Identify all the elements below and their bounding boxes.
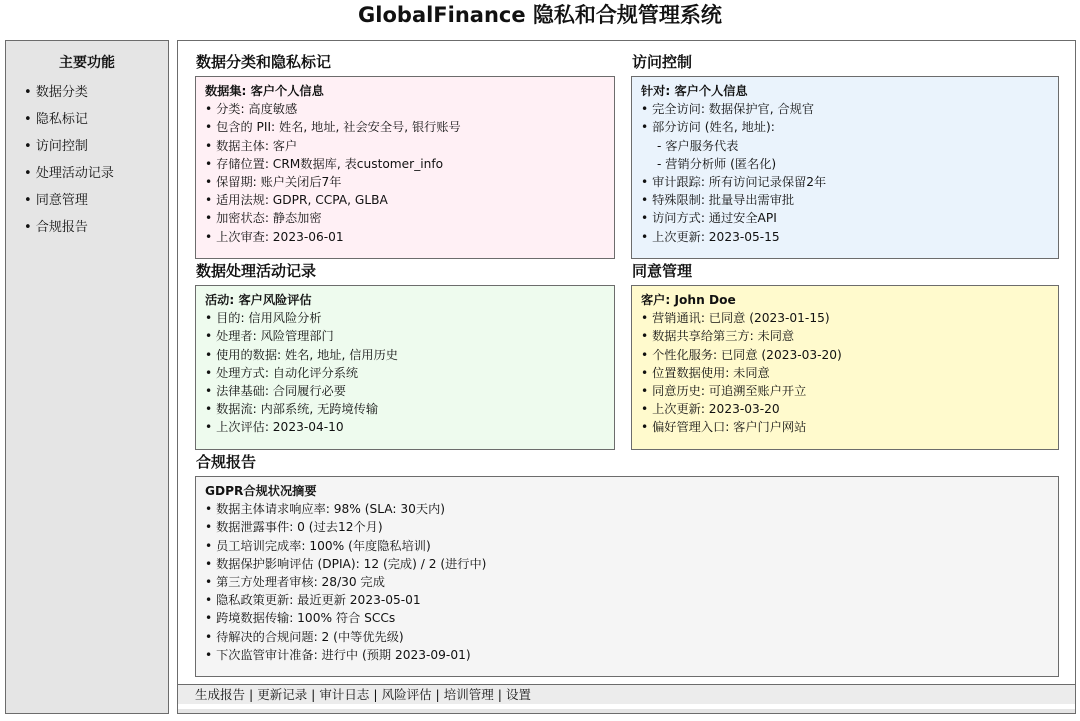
consent-line: • 数据共享给第三方: 未同意 [641, 327, 1049, 345]
sidebar-item-access-control[interactable]: • 访问控制 [24, 133, 168, 160]
sidebar-item-privacy-tagging[interactable]: • 隐私标记 [24, 106, 168, 133]
processing-card [195, 285, 615, 450]
classification-line: • 数据主体: 客户 [205, 137, 605, 155]
audit-log-link[interactable]: 审计日志 [319, 687, 370, 702]
sidebar-title: 主要功能 [59, 55, 115, 71]
access-sub-item: - 客户服务代表 [641, 137, 1049, 155]
access-heading: 针对: 客户个人信息 [641, 84, 748, 98]
access-line: • 部分访问 (姓名, 地址): [641, 118, 1049, 136]
consent-line: • 上次更新: 2023-03-20 [641, 400, 1049, 418]
compliance-line: • 跨境数据传输: 100% 符合 SCCs [205, 609, 1049, 627]
sidebar-item-processing-records[interactable]: • 处理活动记录 [24, 160, 168, 187]
compliance-line: • 数据泄露事件: 0 (过去12个月) [205, 518, 1049, 536]
classification-line: • 分类: 高度敏感 [205, 100, 605, 118]
classification-heading: 数据集: 客户个人信息 [205, 84, 324, 98]
sidebar-item-consent-management[interactable]: • 同意管理 [24, 187, 168, 214]
footer-separator: | [307, 687, 320, 702]
consent-line: • 偏好管理入口: 客户门户网站 [641, 418, 1049, 436]
compliance-line: • 待解决的合规问题: 2 (中等优先级) [205, 628, 1049, 646]
compliance-line: • 数据保护影响评估 (DPIA): 12 (完成) / 2 (进行中) [205, 555, 1049, 573]
processing-line: • 上次评估: 2023-04-10 [205, 418, 605, 436]
footer-separator: | [245, 687, 258, 702]
consent-line: • 营销通讯: 已同意 (2023-01-15) [641, 309, 1049, 327]
main-panel [177, 40, 1076, 714]
section-title-access: 访问控制 [632, 53, 693, 71]
access-line: • 审计跟踪: 所有访问记录保留2年 [641, 173, 1049, 191]
app-title: GlobalFinance 隐私和合规管理系统 [358, 3, 722, 27]
footer-action-bar [177, 684, 1076, 704]
processing-line: • 处理者: 风险管理部门 [205, 327, 605, 345]
classification-line: • 包含的 PII: 姓名, 地址, 社会安全号, 银行账号 [205, 118, 605, 136]
classification-line: • 保留期: 账户关闭后7年 [205, 173, 605, 191]
classification-line: • 适用法规: GDPR, CCPA, GLBA [205, 191, 605, 209]
generate-report-link[interactable]: 生成报告 [195, 687, 246, 702]
access-line: • 上次更新: 2023-05-15 [641, 228, 1049, 246]
access-line: • 访问方式: 通过安全API [641, 209, 1049, 227]
main-scroll-edge [177, 709, 1076, 714]
section-title-classification: 数据分类和隐私标记 [196, 53, 332, 71]
processing-line: • 使用的数据: 姓名, 地址, 信用历史 [205, 346, 605, 364]
update-records-link[interactable]: 更新记录 [257, 687, 308, 702]
section-title-consent: 同意管理 [632, 262, 693, 280]
compliance-line: • 员工培训完成率: 100% (年度隐私培训) [205, 537, 1049, 555]
sidebar-nav [6, 79, 168, 241]
training-management-link[interactable]: 培训管理 [443, 687, 494, 702]
sidebar [5, 40, 169, 714]
consent-card [631, 285, 1059, 450]
consent-line: • 位置数据使用: 未同意 [641, 364, 1049, 382]
classification-line: • 加密状态: 静态加密 [205, 209, 605, 227]
processing-line: • 目的: 信用风险分析 [205, 309, 605, 327]
compliance-line: • 隐私政策更新: 最近更新 2023-05-01 [205, 591, 1049, 609]
sidebar-item-data-classification[interactable]: • 数据分类 [24, 79, 168, 106]
risk-assessment-link[interactable]: 风险评估 [381, 687, 432, 702]
section-title-compliance: 合规报告 [196, 453, 257, 471]
processing-line: • 法律基础: 合同履行必要 [205, 382, 605, 400]
classification-card [195, 76, 615, 259]
access-sub-item: - 营销分析师 (匿名化) [641, 155, 1049, 173]
compliance-heading: GDPR合规状况摘要 [205, 484, 317, 498]
consent-line: • 同意历史: 可追溯至账户开立 [641, 382, 1049, 400]
consent-heading: 客户: John Doe [641, 293, 736, 307]
access-line: • 特殊限制: 批量导出需审批 [641, 191, 1049, 209]
processing-line: • 数据流: 内部系统, 无跨境传输 [205, 400, 605, 418]
access-card [631, 76, 1059, 259]
sidebar-item-compliance-report[interactable]: • 合规报告 [24, 214, 168, 241]
classification-line: • 存储位置: CRM数据库, 表customer_info [205, 155, 605, 173]
processing-heading: 活动: 客户风险评估 [205, 293, 312, 307]
footer-separator: | [431, 687, 444, 702]
footer-separator: | [369, 687, 382, 702]
compliance-card [195, 476, 1059, 677]
compliance-line: • 第三方处理者审核: 28/30 完成 [205, 573, 1049, 591]
processing-line: • 处理方式: 自动化评分系统 [205, 364, 605, 382]
classification-line: • 上次审查: 2023-06-01 [205, 228, 605, 246]
sidebar-scroll-edge [5, 709, 169, 714]
access-line: • 完全访问: 数据保护官, 合规官 [641, 100, 1049, 118]
compliance-line: • 数据主体请求响应率: 98% (SLA: 30天内) [205, 500, 1049, 518]
settings-link[interactable]: 设置 [505, 687, 531, 702]
footer-separator: | [493, 687, 506, 702]
consent-line: • 个性化服务: 已同意 (2023-03-20) [641, 346, 1049, 364]
compliance-line: • 下次监管审计准备: 进行中 (预期 2023-09-01) [205, 646, 1049, 664]
section-title-processing: 数据处理活动记录 [196, 262, 317, 280]
